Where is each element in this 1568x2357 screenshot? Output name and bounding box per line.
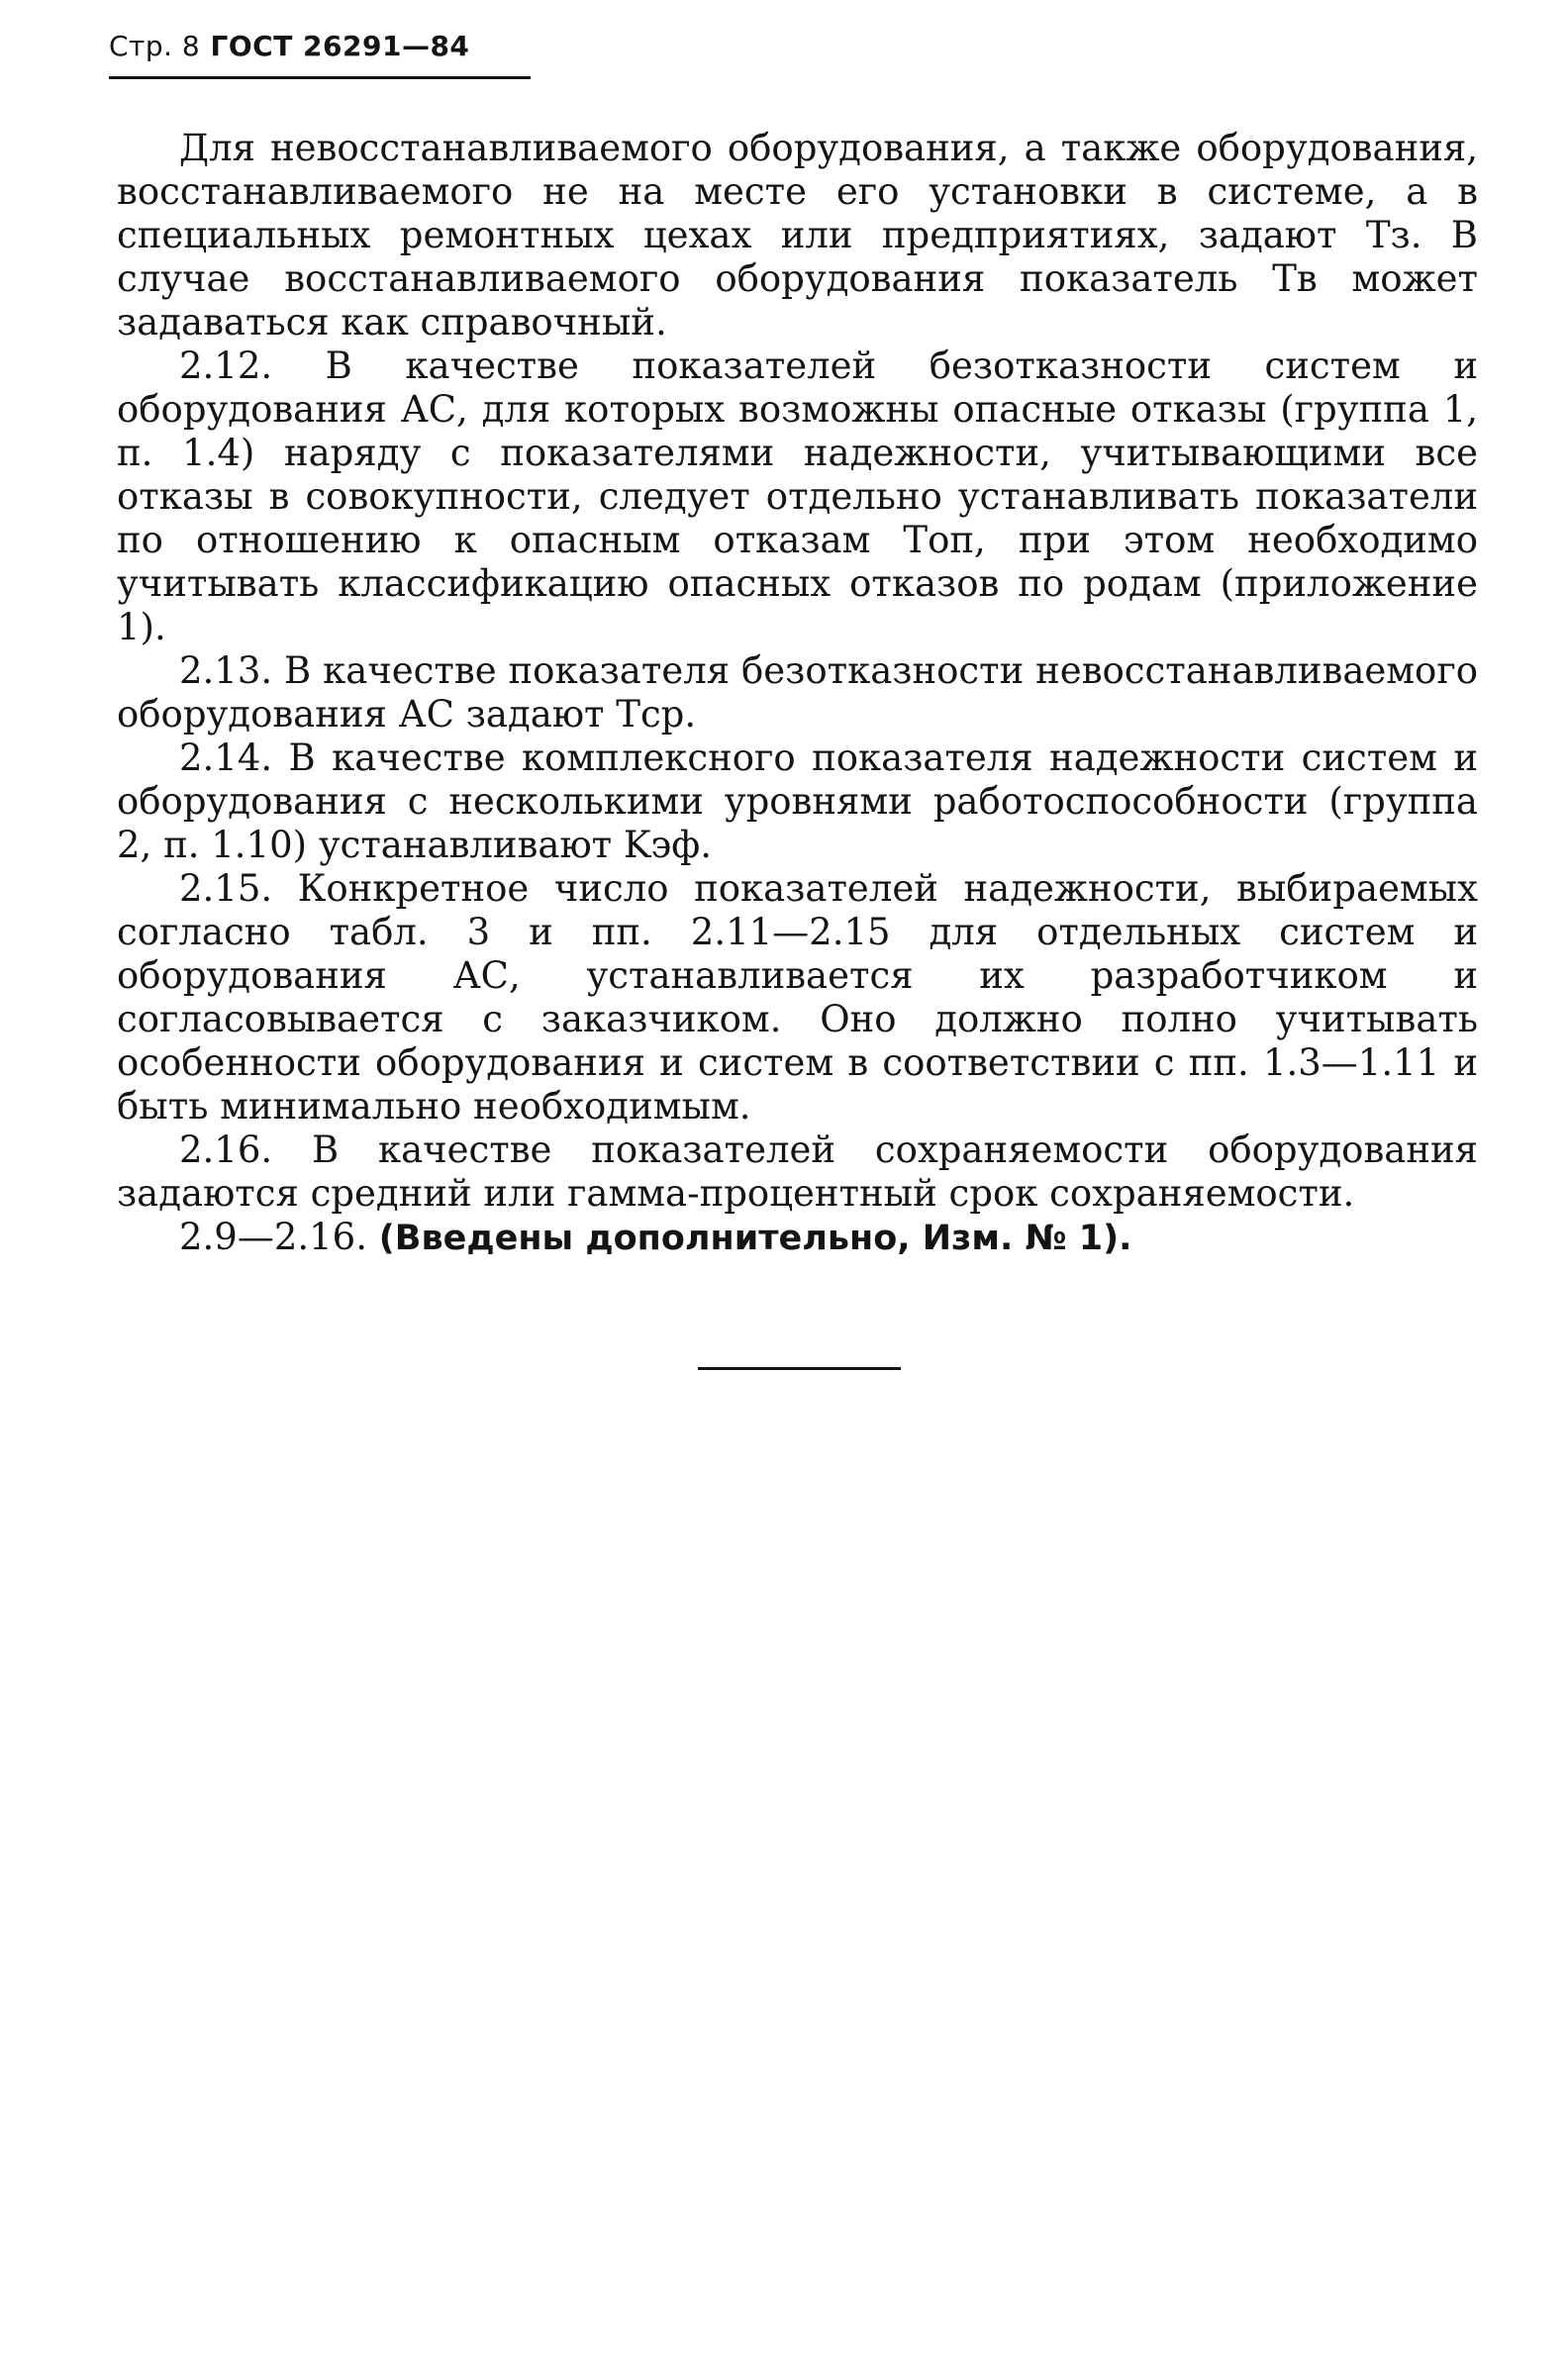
paragraph-2-12: 2.12. В качестве показателей безотказности систем и оборудования АС, для которых возможны опасные отказы (группа 1, п. 1.4) наряду с показателями надежности, учитывающими все отказы в совокупности, следует отдельно устанавливать показатели по отношению к опасным отказам Tоп, при этом необходимо учитывать классификацию опасных отказов по родам (приложение 1).: [117, 344, 1478, 648]
paragraph-intro: Для невосстанавливаемого оборудования, а также оборудования, восстанавливаемого не на месте его установки в системе, а в специальных ремонтных цехах или предприятиях, задают Tз. В случае восстанавливаемого оборудования показатель Tв может задаваться как справочный.: [117, 127, 1478, 344]
end-rule: [698, 1367, 901, 1370]
amendment-note: [117, 1216, 1478, 1260]
paragraph-2-16: 2.16. В качестве показателей сохраняемости оборудования задаются средний или гамма-процентный срок сохраняемости.: [117, 1129, 1478, 1215]
page-number: Стр. 8: [109, 30, 201, 62]
header-rule: [109, 76, 531, 79]
paragraph-2-14: 2.14. В качестве комплексного показателя надежности систем и оборудования с несколькими уровнями работоспособности (группа 2, п. 1.10) устанавливают Kэф.: [117, 737, 1478, 866]
document-body: [117, 127, 1478, 1260]
standard-number: ГОСТ 26291—84: [210, 30, 470, 62]
page-header: [109, 30, 469, 62]
amendment-text: (Введены дополнительно, Изм. № 1).: [378, 1219, 1132, 1258]
paragraph-2-15: 2.15. Конкретное число показателей надежности, выбираемых согласно табл. 3 и пп. 2.11—2.15 для отдельных систем и оборудования АС, устанавливается их разработчиком и согласовывается с заказчиком. Оно должно полно учитывать особенности оборудования и систем в соответствии с пп. 1.3—1.11 и быть минимально необходимым.: [117, 867, 1478, 1128]
amendment-range: 2.9—2.16.: [179, 1216, 367, 1258]
paragraph-2-13: 2.13. В качестве показателя безотказности невосстанавливаемого оборудования АС задают Tср.: [117, 649, 1478, 736]
